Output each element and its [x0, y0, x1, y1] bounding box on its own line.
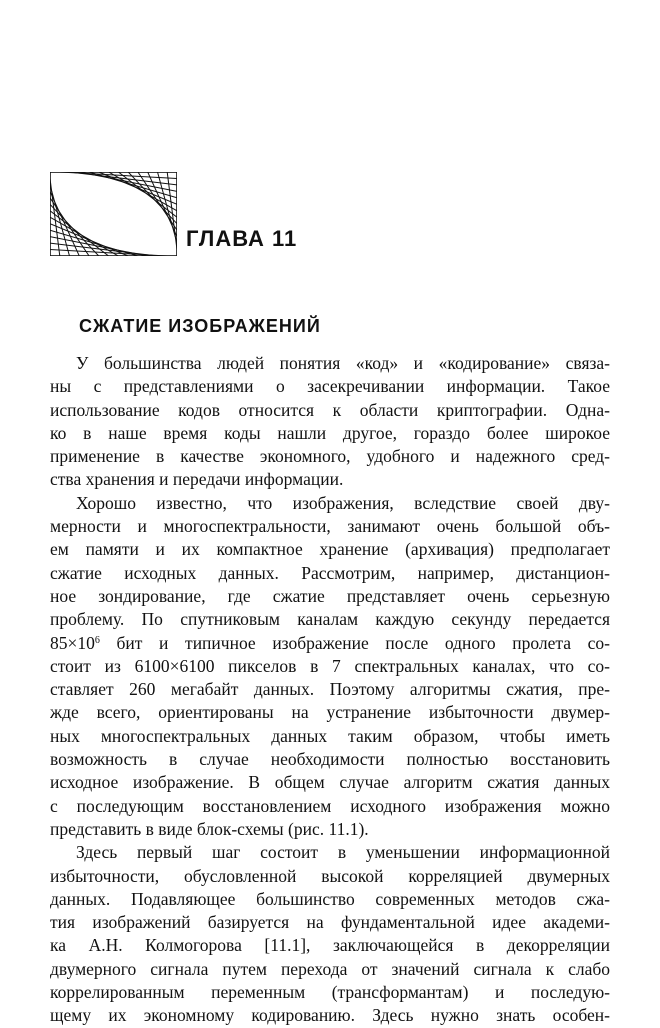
text-line	[50, 632, 610, 655]
text-line: ко в наше время коды нашли другое, гораздо более широкое	[50, 422, 610, 443]
text-line: двумерного сигнала путем перехода от значений сигнала к слабо	[50, 958, 610, 979]
body-text	[50, 352, 610, 1028]
text-line: ное зондирование, где сжатие представляет очень серьезную	[50, 585, 610, 606]
text-line: стоит из 6100×6100 пикселов в 7 спектральных каналах, что со-	[50, 655, 610, 676]
grid-lines-ornament-icon	[50, 172, 177, 256]
text-line: щему их экономному кодированию. Здесь нужно знать особен-	[50, 1005, 610, 1026]
text-line: данных. Подавляющее большинство современных методов сжа-	[50, 888, 610, 909]
text-line: ства хранения и передачи информации.	[50, 469, 344, 490]
bit-rate-value: 85×10	[50, 632, 95, 653]
text-line: избыточности, обусловленной высокой корреляцией двумерных	[50, 865, 610, 886]
text-line: тия изображений базируется на фундаментальной идее академи-	[50, 912, 610, 933]
text-line: коррелированным переменным (трансформантам) и последую-	[50, 982, 610, 1003]
text-line: Хорошо известно, что изображения, вследствие своей дву-	[76, 492, 610, 513]
section-title: СЖАТИЕ ИЗОБРАЖЕНИЙ	[79, 316, 321, 336]
text-line-rest: бит и типичное изображение после одного пролета со-	[99, 632, 610, 653]
text-line: мерности и многоспектральности, занимают очень большой объ-	[50, 516, 610, 537]
text-line: Здесь первый шаг состоит в уменьшении информационной	[76, 842, 610, 863]
text-line: представить в виде блок-схемы (рис. 11.1).	[50, 818, 369, 839]
text-line: проблему. По спутниковым каналам каждую секунду передается	[50, 609, 610, 630]
text-line: применение в качестве экономного, удобного и надежного сред-	[50, 446, 610, 467]
chapter-title: ГЛАВА 11	[186, 226, 298, 251]
text-line: ны с представлениями о засекречивании информации. Такое	[50, 376, 610, 397]
text-line: использование кодов относится к области криптографии. Одна-	[50, 399, 610, 420]
text-line: У большинства людей понятия «код» и «кодирование» связа-	[76, 353, 610, 373]
text-line: возможность в случае необходимости полностью восстановить	[50, 749, 610, 770]
text-line: ставляет 260 мегабайт данных. Поэтому алгоритмы сжатия, пре-	[50, 679, 610, 700]
text-line: исходное изображение. В общем случае алгоритм сжатия данных	[50, 772, 610, 793]
text-line: с последующим восстановлением исходного изображения можно	[50, 795, 610, 816]
text-line: жде всего, ориентированы на устранение избыточности двумер-	[50, 702, 610, 723]
text-line: ных многоспектральных данных таким образом, чтобы иметь	[50, 725, 610, 746]
text-line: ем памяти и их компактное хранение (архивация) предполагает	[50, 539, 610, 560]
text-line: сжатие исходных данных. Рассмотрим, например, дистанцион-	[50, 562, 610, 583]
bit-rate-exponent: 6	[94, 634, 100, 646]
text-line: ка А.Н. Колмогорова [11.1], заключающейся в декорреляции	[50, 935, 610, 956]
